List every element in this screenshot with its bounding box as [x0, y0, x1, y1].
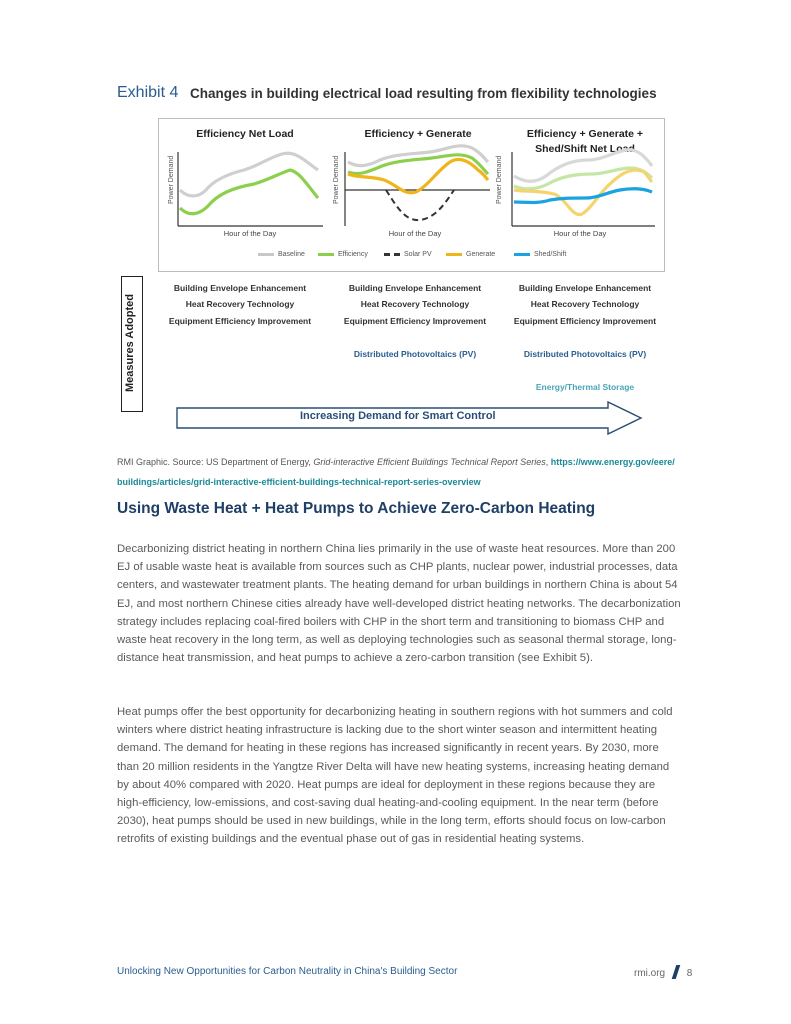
source-series-title: Grid-interactive Efficient Buildings Technical Report Series [313, 457, 546, 467]
footer-site[interactable]: rmi.org [634, 968, 666, 979]
legend-efficiency [318, 251, 368, 258]
col3-measure-2: Heat Recovery Technology [530, 299, 640, 309]
source-prefix: RMI Graphic. Source: US Department of Energy, [117, 457, 314, 467]
legend-generate-label: Generate [466, 251, 496, 258]
col1-measure-1: Building Envelope Enhancement [173, 283, 307, 293]
legend-solar-pv-label: Solar PV [404, 251, 432, 258]
panel-1-efficiency-curve [180, 170, 318, 214]
legend-generate [446, 251, 495, 258]
legend-solar-pv [384, 251, 432, 258]
panel-3-title-line1: Efficiency + Generate + [526, 128, 644, 140]
panel-2-solar-pv-curve [386, 190, 454, 220]
panel-2-title: Efficiency + Generate [364, 128, 472, 140]
col2-measure-2: Heat Recovery Technology [360, 299, 470, 309]
arrow-label: Increasing Demand for Smart Control [300, 410, 496, 422]
footer-page-number: 8 [686, 968, 693, 979]
col2-measure-pv: Distributed Photovoltaics (PV) [353, 349, 477, 359]
col1-measure-2: Heat Recovery Technology [185, 299, 295, 309]
legend-efficiency-swatch [318, 253, 334, 256]
section-heading: Using Waste Heat + Heat Pumps to Achieve Zero-Carbon Heating [117, 500, 596, 517]
legend-baseline [258, 251, 305, 258]
legend-baseline-swatch [258, 253, 274, 256]
figure-source [117, 452, 677, 492]
col2-measure-3: Equipment Efficiency Improvement [343, 316, 487, 326]
source-link[interactable]: https://www.energy.gov/eere/buildings/articles/grid-interactive-efficient-buildings-technical-report-series-overview [117, 457, 675, 487]
col3-measure-storage: Energy/Thermal Storage [535, 382, 635, 392]
panel-1-x-label: Hour of the Day [223, 229, 277, 238]
panel-1-y-label: Power Demand [168, 155, 175, 204]
panel-3-baseline-curve [514, 150, 652, 182]
figure-curves [158, 118, 664, 271]
col1-measure-3: Equipment Efficiency Improvement [168, 316, 312, 326]
panel-3-generate-curve [514, 170, 652, 215]
paragraph-2: Heat pumps offer the best opportunity for decarbonizing heating in southern regions with hot summers and cold winters where district heating infrastructure is lacking due to the short winter season and intermittent heating demand. The demand for heating in these regions has increased significantly in recent years. By 2030, more than 20 million residents in the Yangtze River Delta will have new heating systems, increasing heating demand by about 40% compared with 2020. Heat pumps are ideal for deployment in these regions because they are high-efficiency, low-emissions, and cost-saving dual heating-and-cooling equipment. In the near term (before 2030), heat pumps should be used in new buildings, while in the long term, efforts should focus on low-carbon retrofits of existing buildings and the eventual phase out of gas in residential heating systems. [117, 706, 673, 846]
panel-3-y-label: Power Demand [496, 155, 503, 204]
col3-measure-pv: Distributed Photovoltaics (PV) [523, 349, 647, 359]
col3-measure-1: Building Envelope Enhancement [518, 283, 652, 293]
legend-shed-shift-swatch [514, 253, 530, 256]
legend-shed-shift-label: Shed/Shift [534, 251, 567, 258]
panel-2-x-label: Hour of the Day [388, 229, 442, 238]
exhibit-title: Changes in building electrical load resulting from flexibility technologies [190, 86, 657, 101]
footer-right [634, 965, 692, 979]
legend-shed-shift [514, 251, 566, 258]
source-comma: , [545, 457, 551, 467]
panel-3-title-line2: Shed/Shift Net Load [535, 143, 635, 155]
col2-measure-1: Building Envelope Enhancement [348, 283, 482, 293]
panel-2-y-label: Power Demand [333, 155, 340, 204]
legend-solar-pv-swatch [384, 253, 400, 256]
legend-baseline-label: Baseline [278, 251, 305, 258]
measures-adopted-label: Measures Adopted [124, 293, 136, 392]
paragraph-1: Decarbonizing district heating in northern China lies primarily in the use of waste heat resources. More than 200 EJ of usable waste heat is available from sources such as CHP plants, nuclear power, industrial processes, data centers, and wastewater treatment plants. The heating demand for urban buildings in northern China is about 54 EJ, and most northern Chinese cities already have well-developed district heating networks. The decarbonization strategy includes replacing coal-fired boilers with CHP in the short term and transitioning to biomass CHP and waste heat recovery in the long term, as well as deploying technologies such as seasonal thermal storage, long-distance heat transmission, and heat pumps to achieve a zero-carbon transition (see Exhibit 5). [117, 543, 681, 665]
footer-document-title: Unlocking New Opportunities for Carbon Neutrality in China's Building Sector [117, 966, 458, 977]
legend-efficiency-label: Efficiency [338, 251, 368, 258]
panel-1-title: Efficiency Net Load [196, 128, 294, 140]
panel-3-x-label: Hour of the Day [553, 229, 607, 238]
col3-measure-3: Equipment Efficiency Improvement [513, 316, 657, 326]
legend-generate-swatch [446, 253, 462, 256]
footer-slash-icon [672, 965, 681, 979]
exhibit-label: Exhibit 4 [117, 84, 179, 101]
